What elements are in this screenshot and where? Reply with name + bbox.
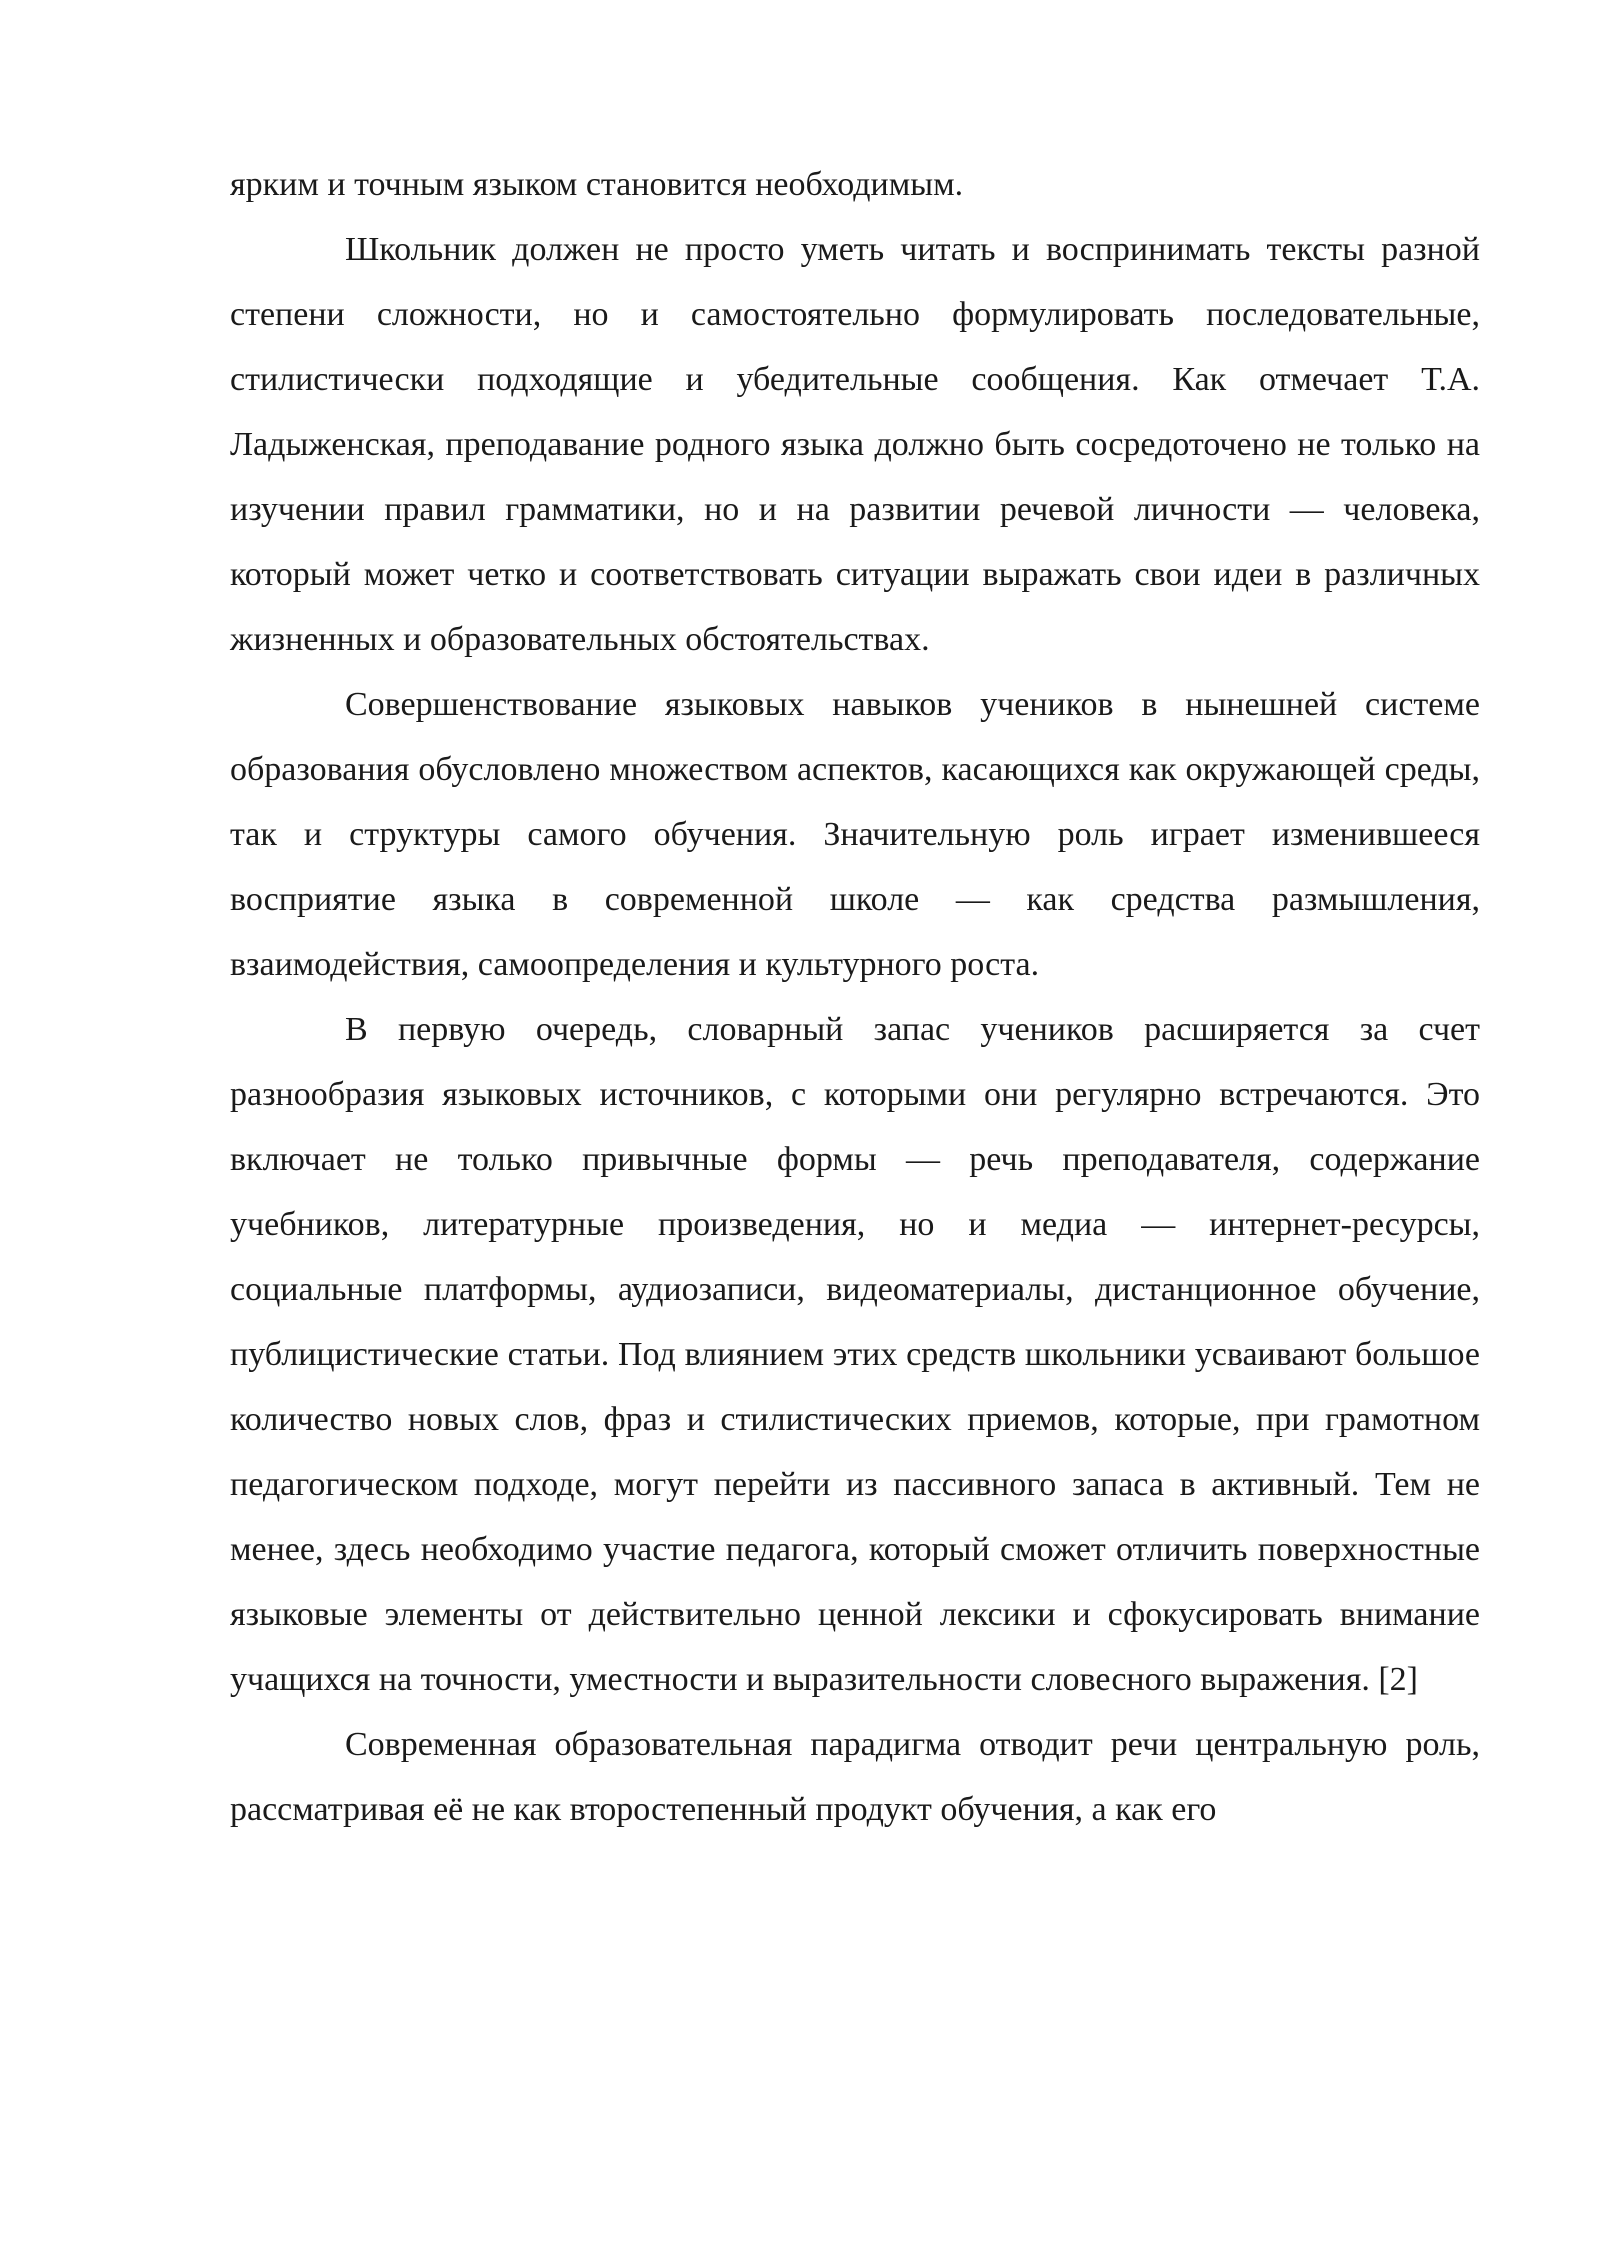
paragraph-vocabulary-sources: В первую очередь, словарный запас учеников расширяется за счет разнообразия языковых источников, с которыми они регулярно встречаются. Это включает не только привычные формы — речь преподавателя, содержание учебников, литературные произведения, но и медиа — интернет-ресурсы, социальные платформы, аудиозаписи, видеоматериалы, дистанционное обучение, публицистические статьи. Под влиянием этих средств школьники усваивают большое количество новых слов, фраз и стилистических приемов, которые, при грамотном педагогическом подходе, могут перейти из пассивного запаса в активный. Тем не менее, здесь необходимо участие педагога, который сможет отличить поверхностные языковые элементы от действительно ценной лексики и сфокусировать внимание учащихся на точности, уместности и выразительности словесного выражения. [2] [230,1011,1480,1698]
paragraph-educational-paradigm: Современная образовательная парадигма отводит речи центральную роль, рассматривая её не как второстепенный продукт обучения, а как его [230,1726,1480,1828]
body-text [230,152,1480,1842]
paragraph-continuation: ярким и точным языком становится необходимым. [230,166,964,203]
paragraph-language-skills: Совершенствование языковых навыков учеников в нынешней системе образования обусловлено множеством аспектов, касающихся как окружающей среды, так и структуры самого обучения. Значительную роль играет изменившееся восприятие языка в современной школе — как средства размышления, взаимодействия, самоопределения и культурного роста. [230,686,1480,983]
paragraph-speech-personality: Школьник должен не просто уметь читать и воспринимать тексты разной степени сложности, но и самостоятельно формулировать последовательные, стилистически подходящие и убедительные сообщения. Как отмечает Т.А. Ладыженская, преподавание родного языка должно быть сосредоточено не только на изучении правил грамматики, но и на развитии речевой личности — человека, который может четко и соответствовать ситуации выражать свои идеи в различных жизненных и образовательных обстоятельствах. [230,231,1480,658]
